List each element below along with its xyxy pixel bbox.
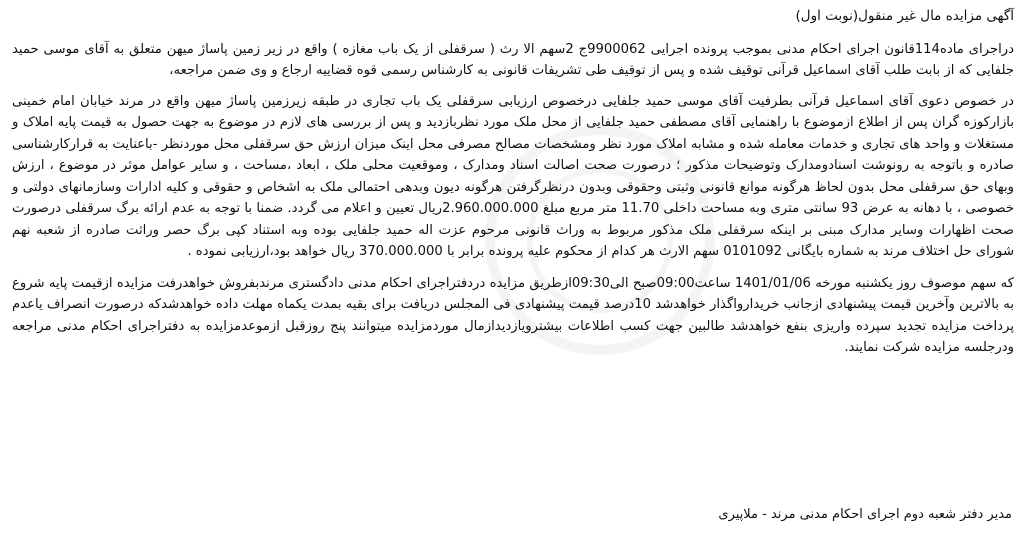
auction-notice — [12, 6, 1014, 367]
notice-paragraph-3: که سهم موصوف روز یکشنبه مورخه 1401/01/06 ساعت09:00صبح الی09:30ازطریق مزایده دردفتراجرای احکام مدنی دادگستری مرندبفروش خواهدرفت مزایده ازقیمت پایه شروع به بالاترین وآخرین قیمت پیشنهادی ازجانب خریدارواگذار خواهدشد 10درصد قیمت پیشنهادی فی المجلس دریافت برای بقیه بمدت یکماه مهلت داده خواهدشدکه درصورت انصراف یاعدم پرداخت مزایده تجدید سپرده واریزی بنفع خواهدشد طالبین جهت کسب اطلاعات بیشترویازدیدازمال موردمزایده میتوانند پنج روزقبل ازموعدمزایده به دفتراجرای احکام مدنی مراجعه ودرجلسه مزایده شرکت نمایند. — [12, 275, 1014, 355]
notice-paragraph-2: در خصوص دعوی آقای اسماعیل قرآنی بطرفیت آقای موسی حمید جلفایی درخصوص ارزیابی سرقفلی یک باب تجاری در طبقه زیرزمین پاساژ میهن واقع در مرند خیابان امام خمینی بازارکوزه گران پس از اطلاع ازموضوع با راهنمایی آقای مصطفی حمید جلفایی از محل ملک مورد نظربازدید و پس از بررسی های لازم در موضوع به جهت حصول به قیمت پایه املاک و مستغلات و واحد های تجاری و خدمات معامله شده و مشابه املاک مورد نظر ومشخصات مصالح مصرفی محل اینک میزان ارزش حق سرقفلی محل موردنظر -باعنایت به قرارکارشناسی صادره و باتوجه به رونوشت اسنادومدارک وتوضیحات مذکور ؛ درصورت صحت اصالت اسناد ومدارک ، وموقعیت محلی ملک ، ابعاد ،مساحت ، و سایر عوامل موثر در موضوع ، ارزش وبهای حق سرقفلی محل بدون لحاظ هرگونه موانع قانونی وثبتی وحقوقی وبدون درنظرگرفتن هرگونه دیون وبدهی احتمالی ملک به اشخاص و حقوقی و کلیه ادارات وسازمانهای دولتی و خصوصی ، با دهانه به عرض 93 سانتی متری وبه مساحت داخلی 11.70 متر مربع مبلغ 2.960.000.000ریال تعیین و اعلام می گردد. ضمنا با توجه به عدم ارائه برگ سرقفلی درصورت صحت اظهارات وسایر مدارک مبنی بر اینکه سرقفلی ملک مذکور مربوط به وراث قانونی مرحوم عزت اله حمید جلفایی بوده وبه استناد کپی برگ حصر وراثت صادره از شعبه نهم شورای حل اختلاف مرند به شماره بایگانی 0101092 سهم الارث هر کدام از محکوم علیه پرونده برابر با 370.000.000 ریال خواهد بود،ارزیابی نموده . — [12, 93, 1014, 259]
notice-paragraph-1: دراجرای ماده114قانون اجرای احکام مدنی بموجب پرونده اجرایی 9900062ج 2سهم الا رث ( سرقفلی از یک باب مغازه ) واقع در زیر زمین پاساژ میهن متعلق به آقای موسی حمید جلفایی که از بابت طلب آقای اسماعیل قرآنی توقیف شده و پس از توقیف طی تشریفات قانونی به کارشناس رسمی قوه قضاییه ارجاع و وی ضمن مراجعه، — [12, 41, 1014, 78]
notice-title: آگهی مزایده مال غیر منقول(نوبت اول) — [795, 8, 1014, 24]
notice-signature: مدیر دفتر شعبه دوم اجرای احکام مدنی مرند - ملاپیری — [718, 507, 1012, 522]
